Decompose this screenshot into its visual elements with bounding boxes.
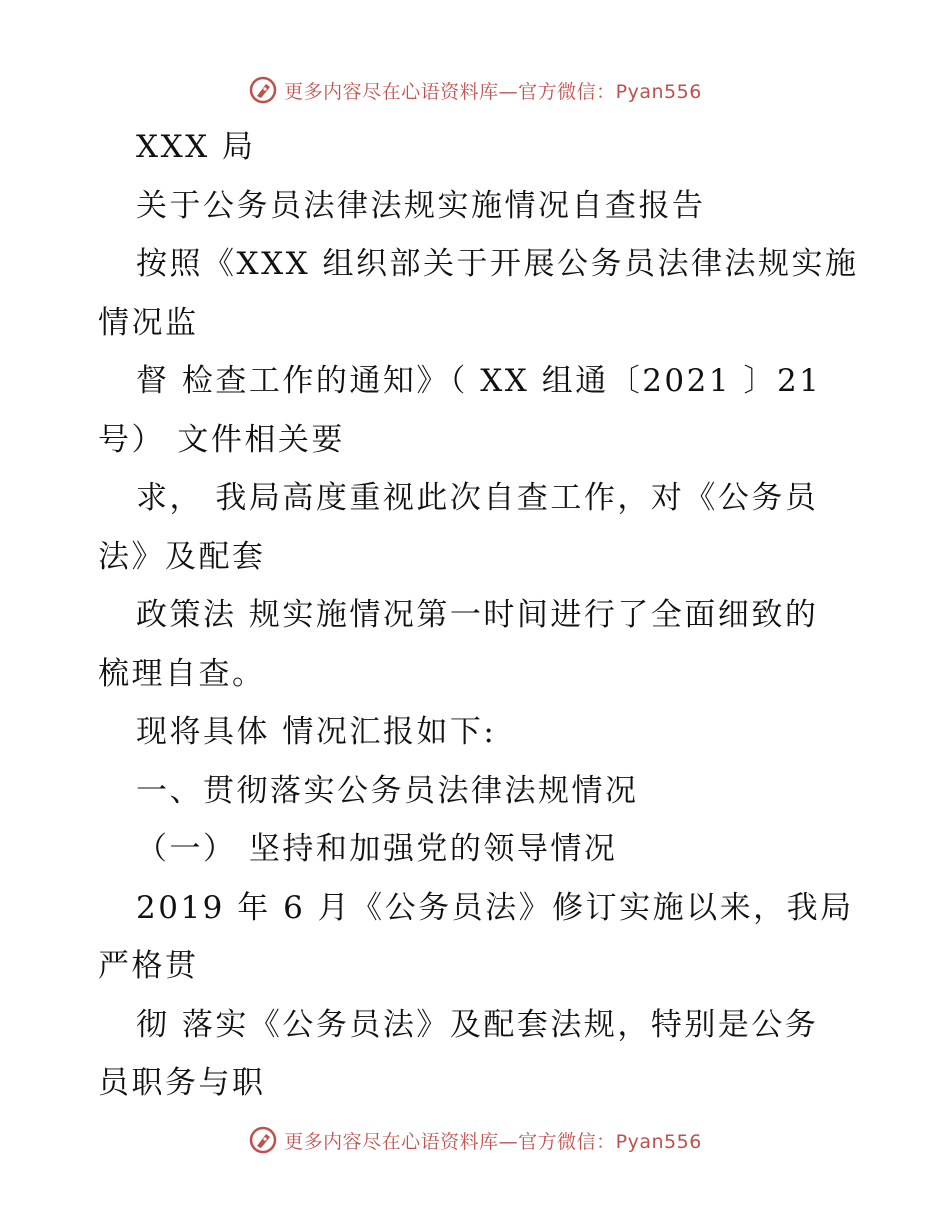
banner-wechat-id: Pyan556 [615,80,702,103]
text-line: 员职务与职 [98,1065,266,1101]
text-line: 号） 文件相关要 [98,421,345,458]
text-line: 关于公务员法律法规实施情况自查报告 [136,187,706,224]
document-body [98,118,858,1113]
text-line: （一） 坚持和加强党的领导情况 [136,831,618,867]
text-line: XXX 局 [136,129,256,165]
text-line: 2019 年 6 月《公务员法》修订实施以来，我局 [136,889,854,926]
pen-nib-circle-icon [248,1125,278,1155]
text-line: 严格贯 [98,948,199,984]
banner-wechat-id: Pyan556 [615,1130,702,1153]
text-line: 一、贯彻落实公务员法律法规情况 [136,772,639,809]
text-line: 梳理自查。 [98,655,266,692]
banner-text [284,77,702,104]
text-line: 彻 落实《公务员法》及配套法规，特别是公务 [136,1006,819,1043]
header-banner [0,70,950,110]
text-line: 法》及配套 [98,538,266,575]
banner-text [284,1127,702,1154]
text-line: 政策法 规实施情况第一时间进行了全面细致的 [136,597,819,633]
text-line: 现将具体 情况汇报如下: [136,714,497,750]
banner-label: 更多内容尽在心语资料库—官方微信： [284,1130,616,1153]
footer-banner [0,1120,950,1160]
text-line: 督 检查工作的通知》（ XX 组通〔2021 〕21 [136,363,822,399]
text-line: 按照《XXX 组织部关于开展公务员法律法规实施 [136,246,859,282]
text-line: 情况监 [98,304,199,341]
banner-label: 更多内容尽在心语资料库—官方微信： [284,80,616,103]
pen-nib-circle-icon [248,75,278,105]
text-line: 求， 我局高度重视此次自查工作，对《公务员 [136,480,819,516]
